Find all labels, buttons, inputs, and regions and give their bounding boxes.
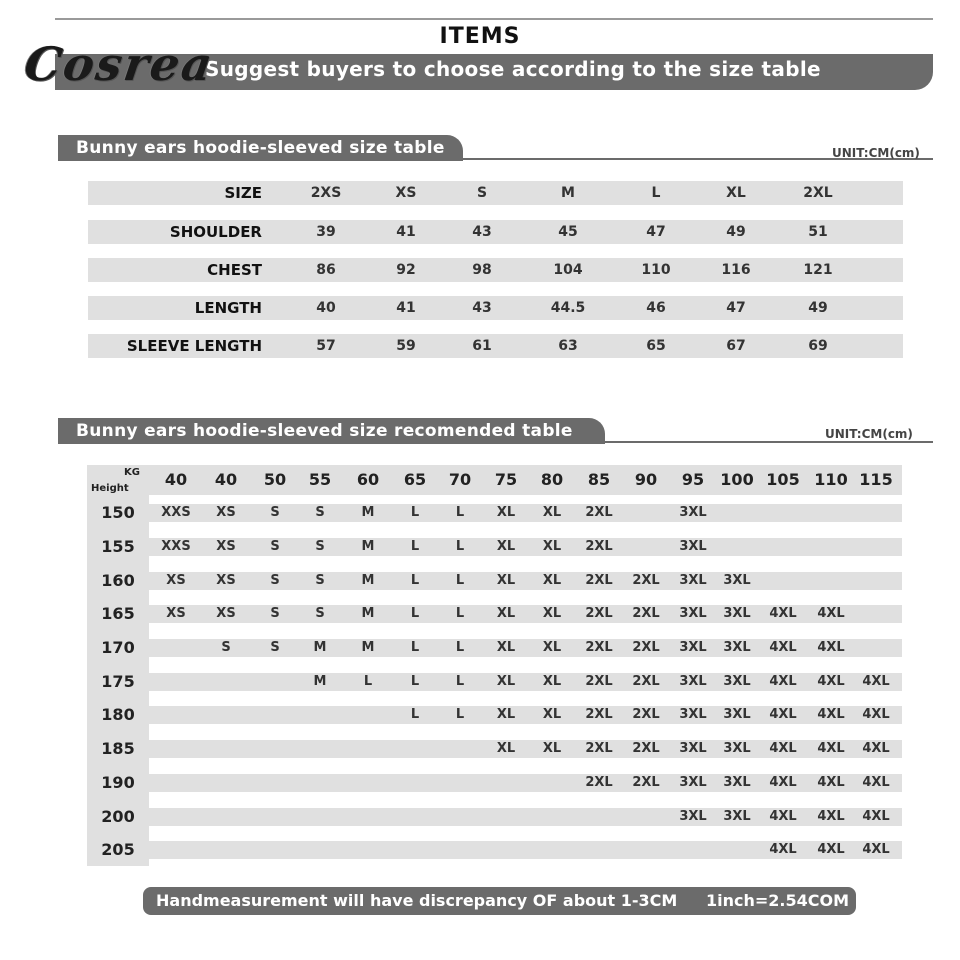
size-recommendation-cell: 3XL (723, 741, 751, 756)
size-cell: 67 (726, 338, 746, 354)
kg-header-cell: 105 (766, 470, 800, 489)
size-recommendation-cell: 2XL (585, 640, 613, 655)
size-recommendation-cell: M (361, 505, 375, 520)
size-cell: 46 (646, 300, 666, 316)
size-cell: 98 (472, 262, 492, 278)
size-recommendation-cell: 3XL (679, 707, 707, 722)
kg-header-cell: 70 (448, 470, 472, 489)
size-recommendation-cell: L (455, 573, 465, 588)
size-recommendation-cell: M (361, 573, 375, 588)
size-cell: 63 (558, 338, 578, 354)
size-recommendation-cell: M (313, 674, 327, 689)
size-recommendation-cell: M (361, 640, 375, 655)
rec-table-title: Bunny ears hoodie-sleeved size recomended table (58, 418, 605, 444)
size-recommendation-cell: XL (496, 505, 516, 520)
height-cell: 185 (101, 739, 135, 758)
kg-header-cell: 110 (814, 470, 848, 489)
size-recommendation-cell: 3XL (723, 809, 751, 824)
kg-header-cell: 40 (214, 470, 238, 489)
size-recommendation-cell: 2XL (585, 606, 613, 621)
height-cell: 190 (101, 773, 135, 792)
size-recommendation-cell: S (270, 573, 280, 588)
size-recommendation-cell: 4XL (769, 775, 797, 790)
size-row-label: LENGTH (194, 299, 262, 317)
kg-header-cell: 60 (356, 470, 380, 489)
size-recommendation-cell: 3XL (723, 606, 751, 621)
size-cell: 104 (553, 262, 583, 278)
height-cell: 205 (101, 840, 135, 859)
size-recommendation-cell: 4XL (862, 809, 890, 824)
size-recommendation-cell: 3XL (679, 809, 707, 824)
top-divider (55, 18, 933, 20)
kg-header-row (87, 465, 902, 495)
size-table-unit: UNIT:CM(cm) (832, 146, 920, 160)
size-cell: 41 (396, 224, 416, 240)
size-recommendation-cell: 2XL (585, 539, 613, 554)
size-recommendation-cell: 3XL (679, 674, 707, 689)
size-recommendation-cell: 2XL (632, 674, 660, 689)
page-title: ITEMS (439, 24, 521, 49)
size-cell: L (651, 185, 661, 201)
banner-text: Suggest buyers to choose according to the size table (205, 57, 821, 81)
height-axis-label: Height (91, 483, 129, 494)
size-recommendation-cell: 4XL (817, 674, 845, 689)
rec-table-row (87, 639, 902, 657)
size-table-row (88, 334, 903, 358)
size-cell: XS (395, 185, 417, 201)
size-recommendation-cell: XL (542, 674, 562, 689)
size-recommendation-cell: S (221, 640, 231, 655)
size-row-label: CHEST (207, 261, 262, 279)
size-recommendation-cell: 3XL (723, 640, 751, 655)
footer-conversion: 1inch=2.54COM (706, 891, 850, 910)
size-recommendation-cell: XL (542, 539, 562, 554)
size-recommendation-cell: L (363, 674, 373, 689)
size-recommendation-cell: 4XL (769, 809, 797, 824)
brand-logo: Cosrea (21, 37, 218, 91)
size-recommendation-cell: S (315, 539, 325, 554)
size-cell: M (561, 185, 575, 201)
size-recommendation-cell: L (410, 640, 420, 655)
size-recommendation-cell: XL (542, 505, 562, 520)
size-row-label: SLEEVE LENGTH (126, 337, 262, 355)
size-recommendation-cell: 3XL (679, 505, 707, 520)
size-recommendation-cell: XL (542, 707, 562, 722)
size-recommendation-cell: 2XL (585, 674, 613, 689)
size-recommendation-cell: XXS (161, 505, 191, 520)
kg-header-cell: 115 (859, 470, 893, 489)
size-recommendation-cell: XS (216, 606, 236, 621)
size-recommendation-cell: L (410, 606, 420, 621)
size-recommendation-cell: 3XL (723, 674, 751, 689)
size-recommendation-cell: S (270, 606, 280, 621)
size-recommendation-cell: S (270, 640, 280, 655)
size-recommendation-cell: XS (166, 573, 186, 588)
size-recommendation-cell: XL (542, 741, 562, 756)
size-recommendation-cell: 4XL (817, 775, 845, 790)
size-recommendation-cell: S (315, 505, 325, 520)
rec-table-unit: UNIT:CM(cm) (825, 427, 913, 441)
height-cell: 155 (101, 537, 135, 556)
size-recommendation-cell: 4XL (862, 775, 890, 790)
kg-header-cell: 100 (720, 470, 754, 489)
size-recommendation-cell: XL (496, 640, 516, 655)
size-recommendation-cell: 4XL (769, 674, 797, 689)
size-cell: 121 (803, 262, 833, 278)
size-recommendation-cell: L (455, 640, 465, 655)
size-recommendation-cell: 2XL (632, 775, 660, 790)
size-recommendation-cell: 2XL (585, 707, 613, 722)
size-recommendation-cell: XL (542, 640, 562, 655)
size-recommendation-cell: 4XL (862, 842, 890, 857)
size-recommendation-cell: L (410, 674, 420, 689)
size-recommendation-cell: XS (166, 606, 186, 621)
size-table-title: Bunny ears hoodie-sleeved size table (58, 135, 463, 161)
size-cell: XL (726, 185, 746, 201)
size-recommendation-cell: 4XL (769, 842, 797, 857)
footer-note-bar (143, 887, 856, 915)
size-cell: 43 (472, 224, 492, 240)
size-recommendation-cell: L (455, 539, 465, 554)
size-recommendation-cell: 4XL (817, 741, 845, 756)
size-recommendation-cell: L (455, 674, 465, 689)
size-recommendation-cell: 3XL (679, 573, 707, 588)
size-recommendation-cell: XL (496, 741, 516, 756)
size-cell: 49 (808, 300, 828, 316)
rec-table-divider (587, 441, 933, 443)
size-row-label: SHOULDER (169, 223, 262, 241)
size-recommendation-cell: 3XL (679, 741, 707, 756)
size-recommendation-cell: 2XL (632, 573, 660, 588)
size-row-label: SIZE (224, 184, 262, 202)
size-cell: 92 (396, 262, 416, 278)
size-table-row (88, 258, 903, 282)
size-recommendation-cell: XL (496, 606, 516, 621)
height-cell: 200 (101, 807, 135, 826)
size-cell: S (476, 185, 488, 201)
size-recommendation-cell: 3XL (723, 775, 751, 790)
size-cell: 57 (316, 338, 336, 354)
size-cell: 49 (726, 224, 746, 240)
size-cell: 47 (646, 224, 666, 240)
size-recommendation-cell: 4XL (817, 809, 845, 824)
size-cell: 116 (721, 262, 751, 278)
size-recommendation-cell: XXS (161, 539, 191, 554)
rec-table-row (87, 808, 902, 826)
size-table-row (88, 296, 903, 320)
size-cell: 39 (316, 224, 336, 240)
height-cell: 160 (101, 571, 135, 590)
size-recommendation-cell: 3XL (679, 640, 707, 655)
size-cell: 45 (558, 224, 578, 240)
size-recommendation-cell: 4XL (817, 606, 845, 621)
size-recommendation-cell: 3XL (679, 539, 707, 554)
footer-note: Handmeasurement will have discrepancy OF about 1-3CM (156, 891, 678, 910)
rec-table-row (87, 572, 902, 590)
size-recommendation-cell: M (313, 640, 327, 655)
size-cell: 40 (316, 300, 336, 316)
size-recommendation-cell: XL (496, 674, 516, 689)
size-recommendation-cell: 2XL (632, 741, 660, 756)
size-recommendation-cell: L (455, 707, 465, 722)
size-recommendation-cell: 2XL (585, 741, 613, 756)
kg-axis-label: KG (124, 467, 140, 478)
size-recommendation-cell: 4XL (862, 674, 890, 689)
height-cell: 165 (101, 604, 135, 623)
size-cell: 69 (808, 338, 828, 354)
kg-header-cell: 40 (164, 470, 188, 489)
height-cell: 170 (101, 638, 135, 657)
height-cell: 150 (101, 503, 135, 522)
rec-table-row (87, 740, 902, 758)
size-recommendation-cell: XS (216, 539, 236, 554)
size-recommendation-cell: 2XL (585, 505, 613, 520)
kg-header-cell: 50 (263, 470, 287, 489)
size-recommendation-cell: XL (542, 606, 562, 621)
height-cell: 175 (101, 672, 135, 691)
kg-header-cell: 65 (403, 470, 427, 489)
size-recommendation-cell: L (410, 707, 420, 722)
size-recommendation-cell: L (410, 505, 420, 520)
size-recommendation-cell: XL (542, 573, 562, 588)
size-recommendation-cell: 2XL (632, 606, 660, 621)
kg-header-cell: 75 (494, 470, 518, 489)
size-cell: 65 (646, 338, 666, 354)
size-recommendation-cell: 2XL (585, 775, 613, 790)
size-cell: 59 (396, 338, 416, 354)
size-recommendation-cell: 4XL (817, 640, 845, 655)
rec-table-row (87, 841, 902, 859)
size-cell: 43 (472, 300, 492, 316)
size-cell: 2XS (310, 185, 342, 201)
size-recommendation-cell: M (361, 539, 375, 554)
kg-header-cell: 90 (634, 470, 658, 489)
size-recommendation-cell: 2XL (632, 707, 660, 722)
size-recommendation-cell: L (455, 505, 465, 520)
size-recommendation-cell: S (315, 606, 325, 621)
size-recommendation-cell: M (361, 606, 375, 621)
size-table-row (88, 181, 903, 205)
rec-table-row (87, 774, 902, 792)
size-recommendation-cell: XL (496, 707, 516, 722)
size-recommendation-cell: L (410, 573, 420, 588)
kg-header-cell: 85 (587, 470, 611, 489)
size-recommendation-cell: 4XL (769, 707, 797, 722)
size-table-row (88, 220, 903, 244)
size-recommendation-cell: XL (496, 573, 516, 588)
size-recommendation-cell: 4XL (769, 606, 797, 621)
rec-table-row (87, 504, 902, 522)
size-recommendation-cell: 4XL (769, 741, 797, 756)
size-cell: 61 (472, 338, 492, 354)
size-cell: 86 (316, 262, 336, 278)
size-recommendation-cell: S (315, 573, 325, 588)
size-cell: 41 (396, 300, 416, 316)
size-recommendation-cell: S (270, 505, 280, 520)
size-cell: 110 (641, 262, 671, 278)
size-recommendation-cell: 4XL (769, 640, 797, 655)
size-cell: 51 (808, 224, 828, 240)
size-recommendation-cell: 3XL (723, 573, 751, 588)
size-recommendation-cell: XS (216, 573, 236, 588)
size-recommendation-cell: S (270, 539, 280, 554)
size-recommendation-cell: 3XL (679, 606, 707, 621)
kg-header-cell: 95 (681, 470, 705, 489)
size-recommendation-cell: 4XL (817, 842, 845, 857)
size-recommendation-cell: 3XL (679, 775, 707, 790)
rec-table-row (87, 538, 902, 556)
size-recommendation-cell: L (455, 606, 465, 621)
height-cell: 180 (101, 705, 135, 724)
size-cell: 47 (726, 300, 746, 316)
size-recommendation-cell: 4XL (817, 707, 845, 722)
size-recommendation-cell: XS (216, 505, 236, 520)
size-recommendation-cell: XL (496, 539, 516, 554)
rec-table-row (87, 673, 902, 691)
size-recommendation-cell: 3XL (723, 707, 751, 722)
rec-table-row (87, 706, 902, 724)
size-recommendation-cell: 2XL (585, 573, 613, 588)
kg-header-cell: 55 (308, 470, 332, 489)
size-recommendation-cell: 4XL (862, 707, 890, 722)
kg-header-cell: 80 (540, 470, 564, 489)
size-cell: 2XL (803, 185, 833, 201)
rec-table-row (87, 605, 902, 623)
size-recommendation-cell: L (410, 539, 420, 554)
size-recommendation-cell: 4XL (862, 741, 890, 756)
size-cell: 44.5 (550, 300, 586, 316)
size-recommendation-cell: 2XL (632, 640, 660, 655)
